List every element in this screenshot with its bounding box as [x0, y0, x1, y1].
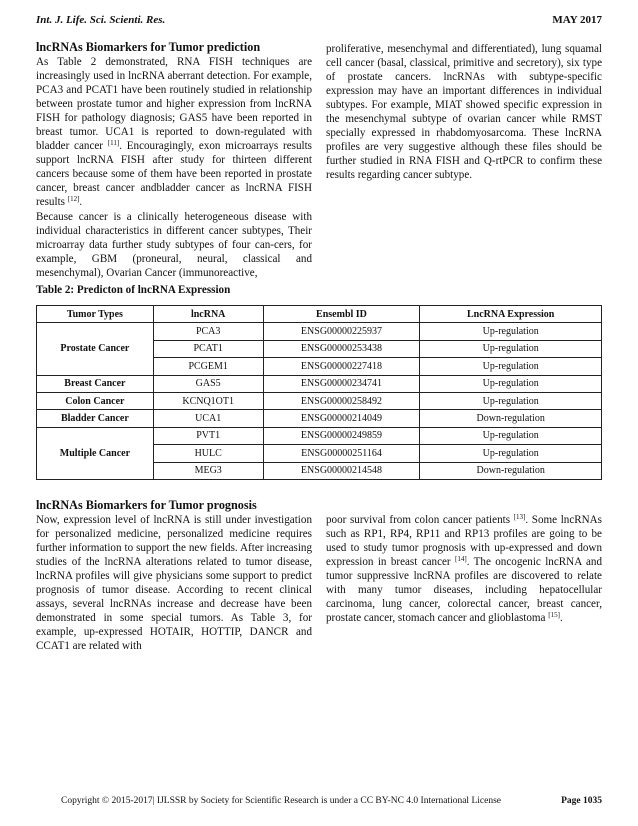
header-cell: Tumor Types	[37, 306, 154, 323]
text: . Some lncRNAs such as RP1, RP4, RP11 and RP13 profiles are going to be used to study tumor prognosis with up-expressed and down expression in breast cancer	[326, 514, 602, 569]
section1-left-column	[36, 40, 312, 280]
text: As Table 2 demonstrated, RNA FISH techniques are increasingly used in lncRNA aberrant detection. For example, PCA3 and PCAT1 have been routinely studied in relationship between prostate tumor and higher expression from lncRNA FISH for pathology diagnosis; GAS5 have been reported in breast tumor. UCA1 is reported to down-regulated with bladder cancer	[36, 56, 312, 153]
cell: HULC	[153, 445, 263, 462]
citation: [11]	[107, 139, 120, 148]
section1-paragraph-2: Because cancer is a clinically heterogeneous disease with individual characteristics in different cancer subtypes, Their microarray data further study subtypes of four can-cers, for example, GBM (proneural, neural, classical and mesenchymal), Ovarian Cancer (immunoreactive,	[36, 210, 312, 279]
cell: ENSG00000214049	[263, 410, 420, 427]
text: poor survival from colon cancer patients	[326, 514, 514, 526]
cell: PCGEM1	[153, 358, 263, 375]
section2-right-column	[326, 513, 602, 625]
section2-heading: lncRNAs Biomarkers for Tumor prognosis	[36, 498, 257, 512]
cell: ENSG00000234741	[263, 375, 420, 392]
table-row	[37, 375, 602, 392]
cell: Down-regulation	[420, 462, 602, 479]
table-row	[37, 410, 602, 427]
cell: Up-regulation	[420, 375, 602, 392]
page-number: Page 1035	[561, 796, 602, 806]
tumor-type: Multiple Cancer	[37, 427, 154, 479]
citation: [15]	[548, 611, 560, 620]
tumor-type: Bladder Cancer	[37, 410, 154, 427]
text: . Encouragingly, exon microarrays results support lncRNA FISH after study for thirteen different cancers because some of them have been reported in prostate cancer, breast cancer andbladder cancer as lncRNA FISH results	[36, 140, 312, 209]
header-cell: Ensembl ID	[263, 306, 420, 323]
cell: ENSG00000251164	[263, 445, 420, 462]
section1-paragraph-3: proliferative, mesenchymal and differentiated), lung squamal cell cancer (basal, classical, primitive and secretory), six type of prostate cancers. lncRNAs with subtype-specific expression may have an important differences in individual subtypes. For example, MIAT showed specific expression in the mesenchymal subtype of ovarian cancer while RMST specially expressed in rhabdomyosarcoma. These lncRNA profiles are very suggestive although these files should be further studied in RNA FISH and Q-rtPCR to confirm these results regarding cancer subtype.	[326, 43, 602, 182]
cell: ENSG00000227418	[263, 358, 420, 375]
text: . The oncogenic lncRNA and tumor suppressive lncRNA profiles are discovered to relate with many tumor diseases, including hepatocellular carcinoma, lung cancer, colorectal cancer, breast cancer, prostate cancer, stomach cancer and glioblastoma	[326, 556, 602, 625]
cell: ENSG00000258492	[263, 392, 420, 409]
table-row	[37, 323, 602, 340]
cell: PCA3	[153, 323, 263, 340]
cell: Up-regulation	[420, 445, 602, 462]
copyright-notice: Copyright © 2015-2017| IJLSSR by Society for Scientific Research is under a CC BY-NC 4.0 International License	[61, 796, 501, 806]
section2-left-column	[36, 498, 312, 653]
cell: ENSG00000253438	[263, 340, 420, 357]
cell: ENSG00000225937	[263, 323, 420, 340]
citation: [12]	[67, 195, 80, 204]
tumor-type: Prostate Cancer	[37, 323, 154, 375]
section1-paragraph-1	[36, 55, 312, 210]
tumor-type: Colon Cancer	[37, 392, 154, 409]
header-cell: lncRNA	[153, 306, 263, 323]
cell: Down-regulation	[420, 410, 602, 427]
cell: ENSG00000249859	[263, 427, 420, 444]
journal-title: Int. J. Life. Sci. Scienti. Res.	[36, 14, 166, 26]
cell: UCA1	[153, 410, 263, 427]
cell: MEG3	[153, 462, 263, 479]
table-row	[37, 427, 602, 444]
citation: [14]	[455, 555, 467, 564]
section1-right-column	[326, 42, 602, 182]
section1-heading: lncRNAs Biomarkers for Tumor prediction	[36, 40, 261, 54]
lncrna-table	[36, 305, 602, 480]
table-header-row	[37, 306, 602, 323]
cell: ENSG00000214548	[263, 462, 420, 479]
issue-date: MAY 2017	[552, 14, 602, 26]
cell: Up-regulation	[420, 340, 602, 357]
cell: Up-regulation	[420, 392, 602, 409]
cell: Up-regulation	[420, 427, 602, 444]
citation: [13]	[513, 513, 526, 521]
cell: PVT1	[153, 427, 263, 444]
cell: Up-regulation	[420, 323, 602, 340]
cell: PCAT1	[153, 340, 263, 357]
text: .	[559, 612, 563, 625]
cell: KCNQ1OT1	[153, 392, 263, 409]
table-caption: Table 2: Predicton of lncRNA Expression	[36, 284, 231, 296]
tumor-type: Breast Cancer	[37, 375, 154, 392]
section2-paragraph-1: Now, expression level of lncRNA is still under investigation for personalized medicine, personalized medicine requires further information to support the new fields. After increasing studies of the lncRNA alterations related to tumor disease, lncRNA profiles will give physicians some support to predict prognosis of tumor disease. According to recent clinical assays, several lncRNAs increase and decrease have been demonstrated in some special tumors. As Table 3, for example, up-expressed HOTAIR, HOTTIP, DANCR and CCAT1 are related with	[36, 514, 312, 653]
header-cell: LncRNA Expression	[420, 306, 602, 323]
section2-paragraph-2	[326, 513, 602, 625]
cell: Up-regulation	[420, 358, 602, 375]
table-row	[37, 392, 602, 409]
text: .	[79, 196, 83, 209]
cell: GAS5	[153, 375, 263, 392]
